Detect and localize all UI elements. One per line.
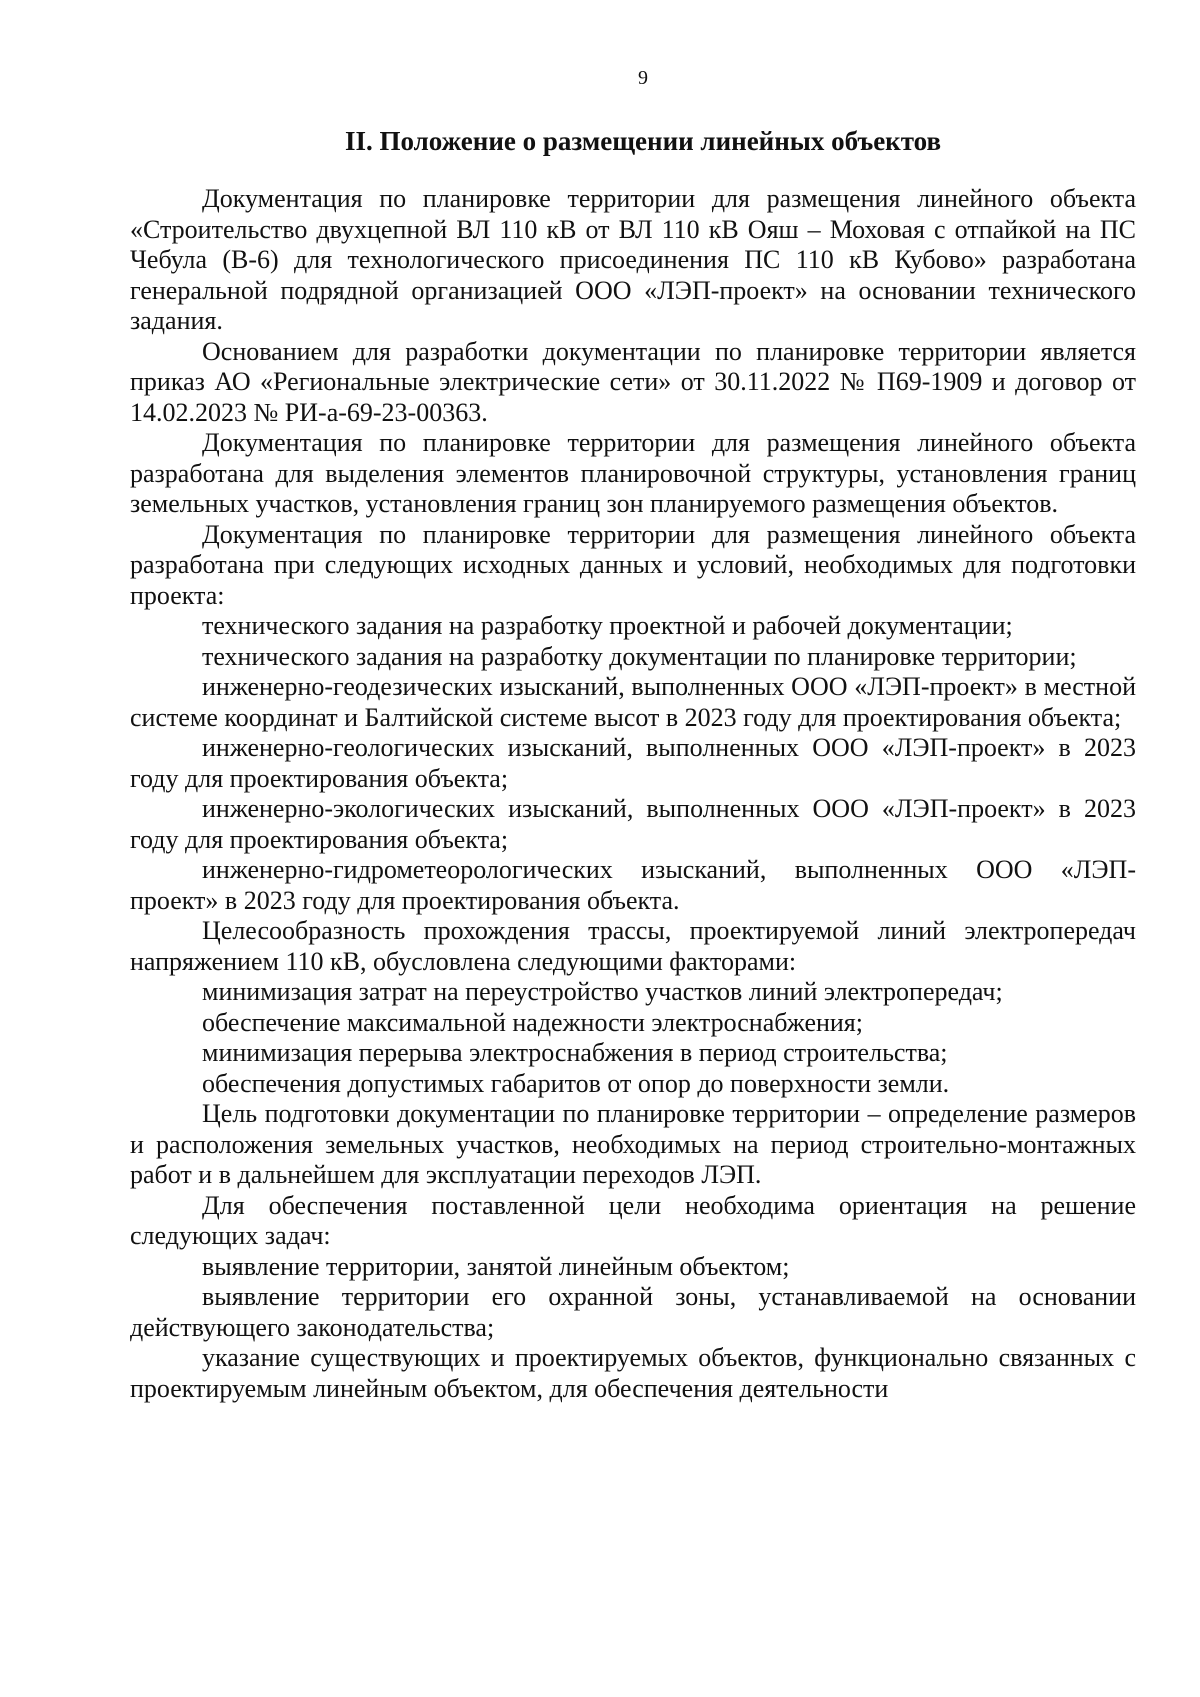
- list-item: инженерно-геологических изысканий, выполненных ООО «ЛЭП-проект» в 2023 году для проектирования объекта;: [130, 733, 1136, 793]
- paragraph: Основанием для разработки документации по планировке территории является приказ АО «Региональные электрические сети» от 30.11.2022 № П69-1909 и договор от 14.02.2023 № РИ-а-69-23-00363.: [130, 336, 1136, 427]
- paragraph: Документация по планировке территории для размещения линейного объекта «Строительство двухцепной ВЛ 110 кВ от ВЛ 110 кВ Ояш – Моховая с отпайкой на ПС Чебула (В-6) для технологического присоединения ПС 110 кВ Кубово» разработана генеральной подрядной организацией ООО «ЛЭП-проект» на основании технического задания.: [130, 184, 1136, 335]
- list-item: инженерно-экологических изысканий, выполненных ООО «ЛЭП-проект» в 2023 году для проектирования объекта;: [130, 794, 1136, 854]
- list-item: обеспечения допустимых габаритов от опор до поверхности земли.: [202, 1068, 950, 1098]
- list-item: указание существующих и проектируемых объектов, функционально связанных с проектируемым линейным объектом, для обеспечения деятельности: [130, 1343, 1136, 1403]
- paragraph: Цель подготовки документации по планировке территории – определение размеров и расположения земельных участков, необходимых на период строительно-монтажных работ и в дальнейшем для эксплуатации переходов ЛЭП.: [130, 1099, 1136, 1189]
- paragraph: Для обеспечения поставленной цели необходима ориентация на решение следующих задач:: [130, 1190, 1136, 1250]
- paragraph: Документация по планировке территории для размещения линейного объекта разработана при следующих исходных данных и условий, необходимых для подготовки проекта:: [130, 519, 1136, 610]
- list-item: технического задания на разработку документации по планировке территории;: [202, 641, 1077, 671]
- list-item: выявление территории, занятой линейным объектом;: [202, 1251, 790, 1281]
- list-item: обеспечение максимальной надежности электроснабжения;: [202, 1007, 863, 1037]
- list-item: инженерно-гидрометеорологических изысканий, выполненных ООО «ЛЭП-проект» в 2023 году для проектирования объекта.: [130, 855, 1136, 915]
- list-item: минимизация перерыва электроснабжения в период строительства;: [202, 1038, 948, 1067]
- paragraph: Целесообразность прохождения трассы, проектируемой линий электропередач напряжением 110 кВ, обусловлена следующими факторами:: [130, 916, 1136, 976]
- list-item: инженерно-геодезических изысканий, выполненных ООО «ЛЭП-проект» в местной системе координат и Балтийской системе высот в 2023 году для проектирования объекта;: [130, 672, 1136, 732]
- document-body: [130, 184, 1136, 1404]
- list-item: технического задания на разработку проектной и рабочей документации;: [202, 611, 1013, 640]
- list-item: минимизация затрат на переустройство участков линий электропередач;: [202, 977, 1003, 1006]
- page-number: 9: [638, 67, 648, 89]
- paragraph: Документация по планировке территории для размещения линейного объекта разработана для выделения элементов планировочной структуры, установления границ земельных участков, установления границ зон планируемого размещения объектов.: [130, 428, 1136, 518]
- list-item: выявление территории его охранной зоны, устанавливаемой на основании действующего законодательства;: [130, 1282, 1136, 1342]
- section-title: II. Положение о размещении линейных объектов: [344, 126, 942, 156]
